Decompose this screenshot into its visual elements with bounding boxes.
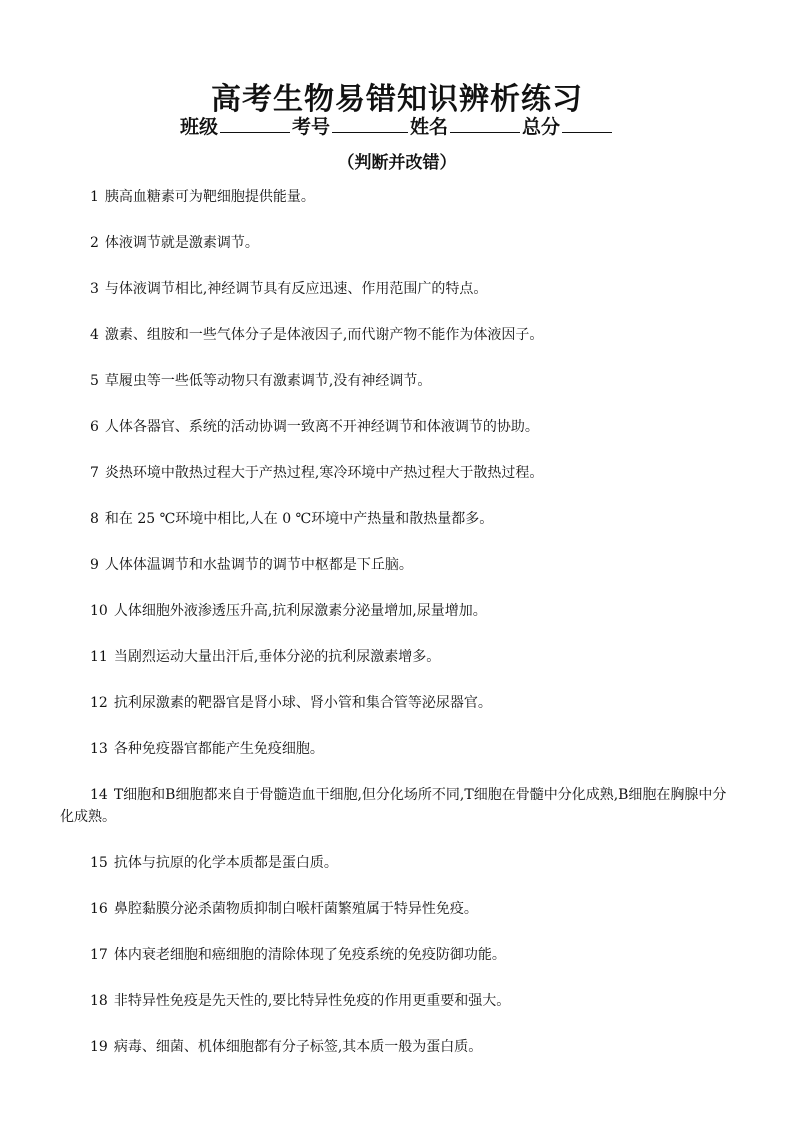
question-item — [60, 1036, 740, 1058]
total-score-blank — [562, 112, 612, 133]
question-number: 3 — [90, 281, 99, 297]
question-item — [60, 692, 740, 714]
question-item — [60, 508, 740, 530]
question-text: 草履虫等一些低等动物只有激素调节,没有神经调节。 — [104, 373, 432, 389]
question-text: 体液调节就是激素调节。 — [104, 235, 259, 251]
question-number: 7 — [90, 465, 99, 481]
page-title: 高考生物易错知识辨析练习 — [211, 82, 583, 118]
question-number: 1 — [90, 189, 99, 205]
question-text: 抗体与抗原的化学本质都是蛋白质。 — [113, 855, 338, 871]
question-text: 当剧烈运动大量出汗后,垂体分泌的抗利尿激素增多。 — [113, 649, 441, 665]
question-number: 12 — [90, 695, 108, 711]
question-text: 抗利尿激素的靶器官是肾小球、肾小管和集合管等泌尿器官。 — [113, 695, 492, 711]
question-list — [60, 186, 740, 1082]
question-number: 10 — [90, 603, 108, 619]
total-score-label: 总分 — [522, 116, 561, 138]
question-item — [60, 852, 740, 874]
question-text: 病毒、细菌、机体细胞都有分子标签,其本质一般为蛋白质。 — [113, 1039, 483, 1055]
question-text: 人体细胞外液渗透压升高,抗利尿激素分泌量增加,尿量增加。 — [113, 603, 487, 619]
question-item — [60, 646, 740, 668]
question-item — [60, 944, 740, 966]
question-item — [60, 554, 740, 576]
question-number: 5 — [90, 373, 99, 389]
question-text: 炎热环境中散热过程大于产热过程,寒冷环境中产热过程大于散热过程。 — [104, 465, 544, 481]
question-number: 17 — [90, 947, 108, 963]
exam-number-blank — [332, 112, 408, 133]
question-text: 和在 25 ℃环境中相比,人在 0 ℃环境中产热量和散热量都多。 — [104, 511, 494, 527]
question-number: 13 — [90, 741, 108, 757]
question-text: 人体体温调节和水盐调节的调节中枢都是下丘脑。 — [104, 557, 413, 573]
question-text: 激素、组胺和一些气体分子是体液因子,而代谢产物不能作为体液因子。 — [104, 327, 544, 343]
question-item — [60, 232, 740, 254]
question-number: 19 — [90, 1039, 108, 1055]
question-number: 15 — [90, 855, 108, 871]
question-number: 4 — [90, 327, 99, 343]
question-number: 2 — [90, 235, 99, 251]
question-number: 18 — [90, 993, 108, 1009]
question-item — [60, 600, 740, 622]
class-label: 班级 — [179, 116, 218, 138]
exam-number-label: 考号 — [291, 116, 330, 138]
question-item — [60, 278, 740, 300]
question-text: 胰高血糖素可为靶细胞提供能量。 — [104, 189, 315, 205]
question-text: 与体液调节相比,神经调节具有反应迅速、作用范围广的特点。 — [104, 281, 488, 297]
question-number: 14 — [90, 787, 108, 803]
question-number: 9 — [90, 557, 99, 573]
name-label: 姓名 — [410, 116, 449, 138]
question-text: 各种免疫器官都能产生免疫细胞。 — [113, 741, 324, 757]
question-item — [60, 898, 740, 920]
question-text: 鼻腔黏膜分泌杀菌物质抑制白喉杆菌繁殖属于特异性免疫。 — [113, 901, 478, 917]
question-text: 非特异性免疫是先天性的,要比特异性免疫的作用更重要和强大。 — [113, 993, 511, 1009]
class-blank — [220, 112, 290, 133]
question-number: 8 — [90, 511, 99, 527]
question-item — [60, 324, 740, 346]
question-item — [60, 186, 740, 208]
question-text: 人体各器官、系统的活动协调一致离不开神经调节和体液调节的协助。 — [104, 419, 539, 435]
question-item — [60, 370, 740, 392]
student-info-line — [0, 112, 794, 140]
subtitle: （判断并改错） — [337, 153, 457, 173]
question-number: 6 — [90, 419, 99, 435]
question-item — [60, 784, 740, 828]
question-text: T细胞和B细胞都来自于骨髓造血干细胞,但分化场所不同,T细胞在骨髓中分化成熟,B细胞在胸腺中分化成熟。 — [60, 787, 727, 825]
question-item — [60, 738, 740, 760]
question-item — [60, 990, 740, 1012]
question-number: 11 — [90, 649, 108, 665]
question-item — [60, 416, 740, 438]
question-item — [60, 462, 740, 484]
question-number: 16 — [90, 901, 108, 917]
name-blank — [450, 112, 520, 133]
question-text: 体内衰老细胞和癌细胞的清除体现了免疫系统的免疫防御功能。 — [113, 947, 506, 963]
